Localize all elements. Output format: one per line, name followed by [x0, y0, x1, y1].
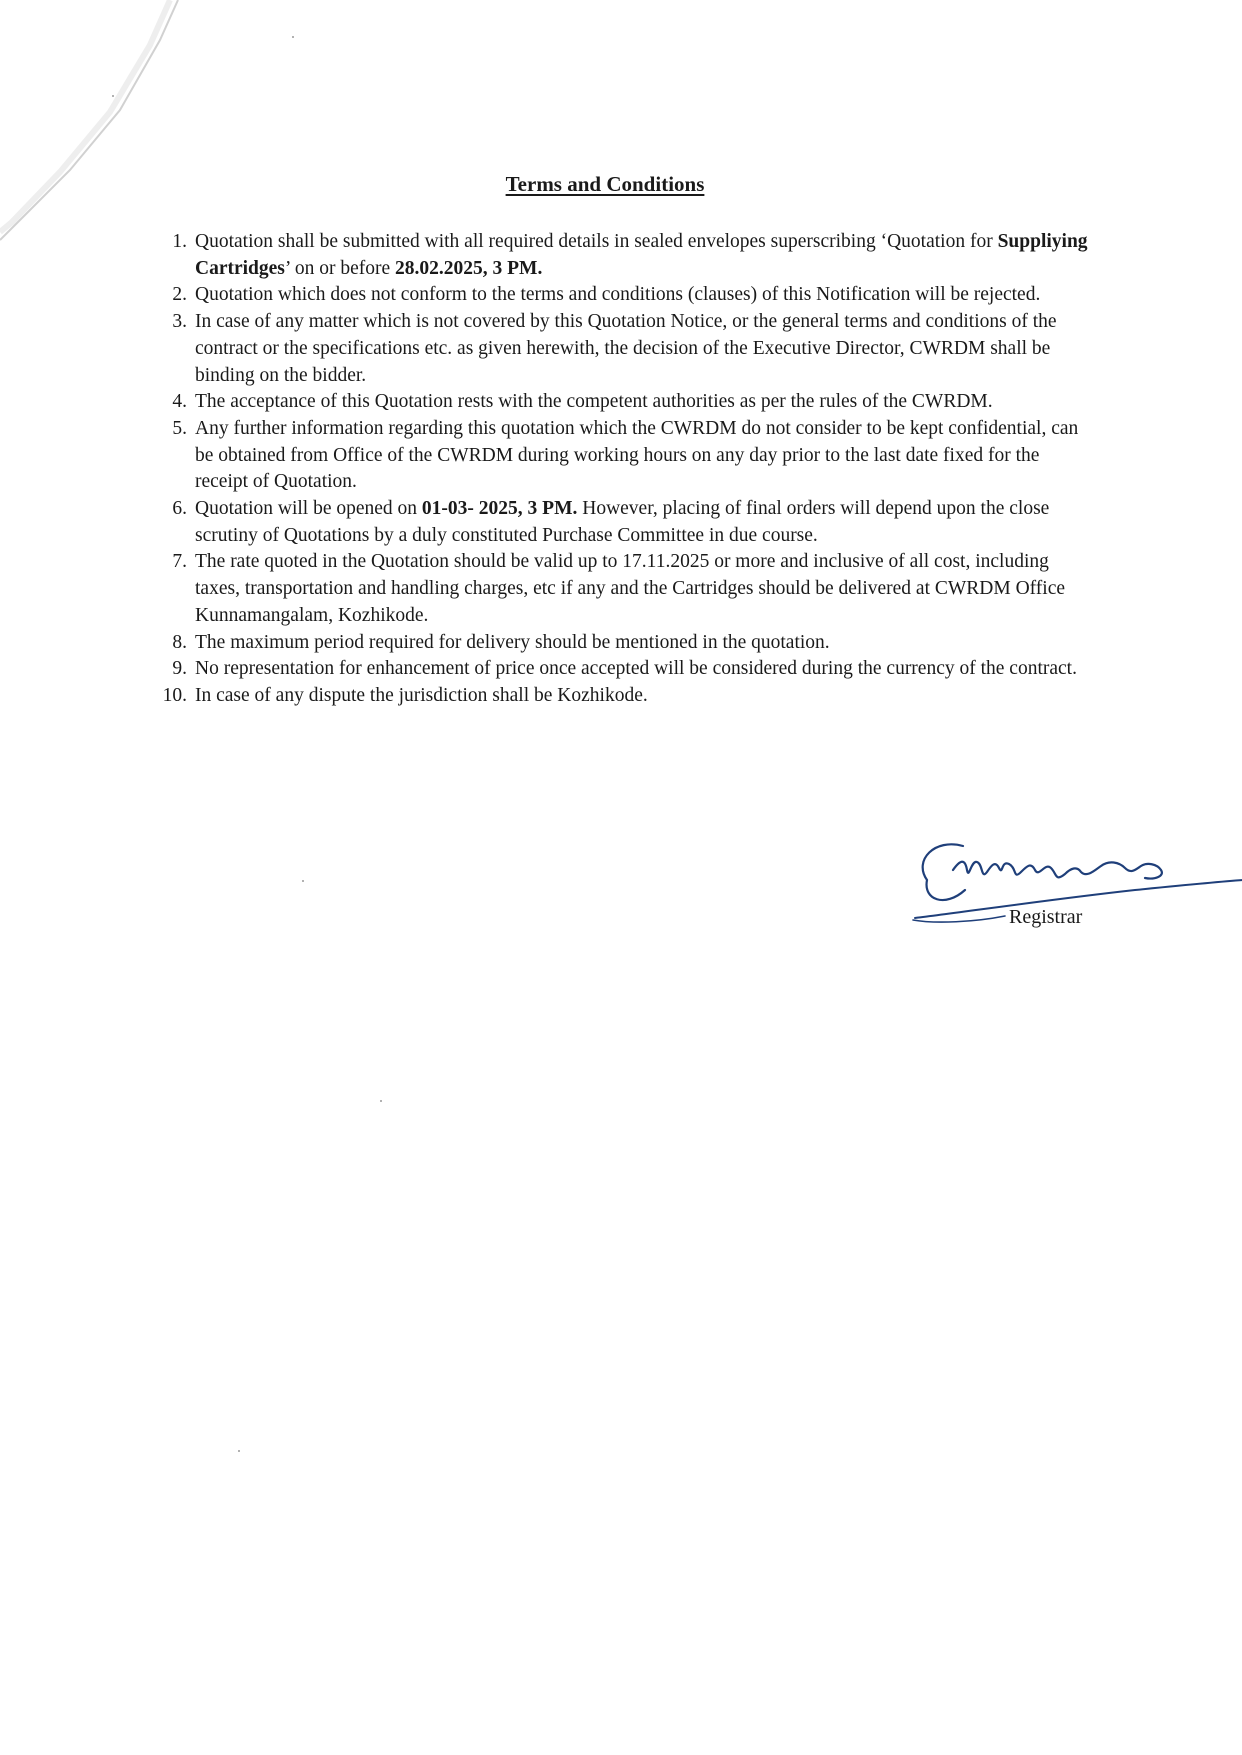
term-text-segment: The acceptance of this Quotation rests with the competent authorities as per the rules of the CWRDM.	[195, 391, 993, 413]
term-text	[195, 309, 1095, 389]
term-emphasis: 01-03- 2025, 3 PM.	[421, 498, 578, 520]
term-text-segment: No representation for enhancement of price once accepted will be considered during the currency of the contract.	[195, 658, 1077, 680]
term-text-segment: In case of any dispute the jurisdiction shall be Kozhikode.	[195, 684, 648, 706]
term-number: 2.	[172, 284, 187, 306]
term-number: 3.	[172, 311, 187, 333]
term-number: 4.	[172, 391, 187, 413]
term-text	[195, 656, 1095, 683]
list-item	[150, 309, 1095, 389]
term-text-segment: Quotation will be opened on	[195, 498, 422, 520]
term-text-segment: ’ on or before	[284, 257, 395, 279]
term-number: 6.	[172, 498, 187, 520]
term-text-segment: Any further information regarding this quotation which the CWRDM do not consider to be kept confidential, can be obtained from Office of the CWRDM during working hours on any day prior to the last date fixed for the receipt of Quotation.	[195, 417, 1079, 493]
scan-speck	[112, 95, 114, 97]
list-item	[150, 683, 1095, 710]
term-number: 5.	[172, 417, 187, 439]
scan-speck	[302, 880, 304, 882]
terms-list	[150, 229, 1095, 710]
list-item	[150, 416, 1095, 496]
term-number: 10.	[162, 684, 187, 706]
signature-block	[905, 830, 1242, 940]
term-text	[195, 389, 1095, 416]
list-item	[150, 656, 1095, 683]
term-text-segment: The rate quoted in the Quotation should be valid up to 17.11.2025 or more and inclusive of all cost, including taxes, transportation and handling charges, etc if any and the Cartridges should be delivered at CWRDM Office Kunnamangalam, Kozhikode.	[195, 551, 1066, 626]
list-item	[150, 389, 1095, 416]
scan-edge-shadow	[0, 0, 200, 260]
term-emphasis: Suppliying Cartridges	[195, 231, 1088, 279]
term-text-segment: Quotation shall be submitted with all required details in sealed envelopes superscribing ‘Quotation for	[195, 231, 998, 252]
list-item	[150, 630, 1095, 657]
term-text-segment: Quotation which does not conform to the terms and conditions (clauses) of this Notification will be rejected.	[195, 284, 1041, 306]
term-text	[195, 496, 1095, 549]
list-item	[150, 549, 1095, 629]
term-text-segment: In case of any matter which is not covered by this Quotation Notice, or the general terms and conditions of the contract or the specifications etc. as given herewith, the decision of the Executive Director, CWRDM shall be binding on the bidder.	[195, 311, 1057, 386]
scan-speck	[380, 1100, 382, 1102]
term-text	[195, 683, 1095, 710]
term-text	[195, 630, 1095, 657]
list-item	[150, 229, 1095, 282]
signatory-designation: Registrar	[1009, 906, 1083, 928]
term-text-segment: However, placing of final orders will depend upon the close scrutiny of Quotations by a duly constituted Purchase Committee in due course.	[195, 498, 1050, 546]
list-item	[150, 496, 1095, 549]
term-text	[195, 229, 1095, 282]
term-emphasis: 28.02.2025, 3 PM.	[395, 257, 543, 279]
term-number: 9.	[172, 658, 187, 680]
term-text	[195, 549, 1095, 629]
scan-speck	[238, 1450, 240, 1452]
term-number: 7.	[172, 551, 187, 573]
scan-speck	[292, 36, 294, 38]
term-text	[195, 416, 1095, 496]
term-number: 8.	[172, 631, 187, 653]
term-text	[195, 282, 1095, 309]
term-text-segment: The maximum period required for delivery should be mentioned in the quotation.	[195, 631, 830, 653]
list-item	[150, 282, 1095, 309]
term-number: 1.	[172, 231, 187, 252]
page-title: Terms and Conditions	[505, 172, 705, 196]
